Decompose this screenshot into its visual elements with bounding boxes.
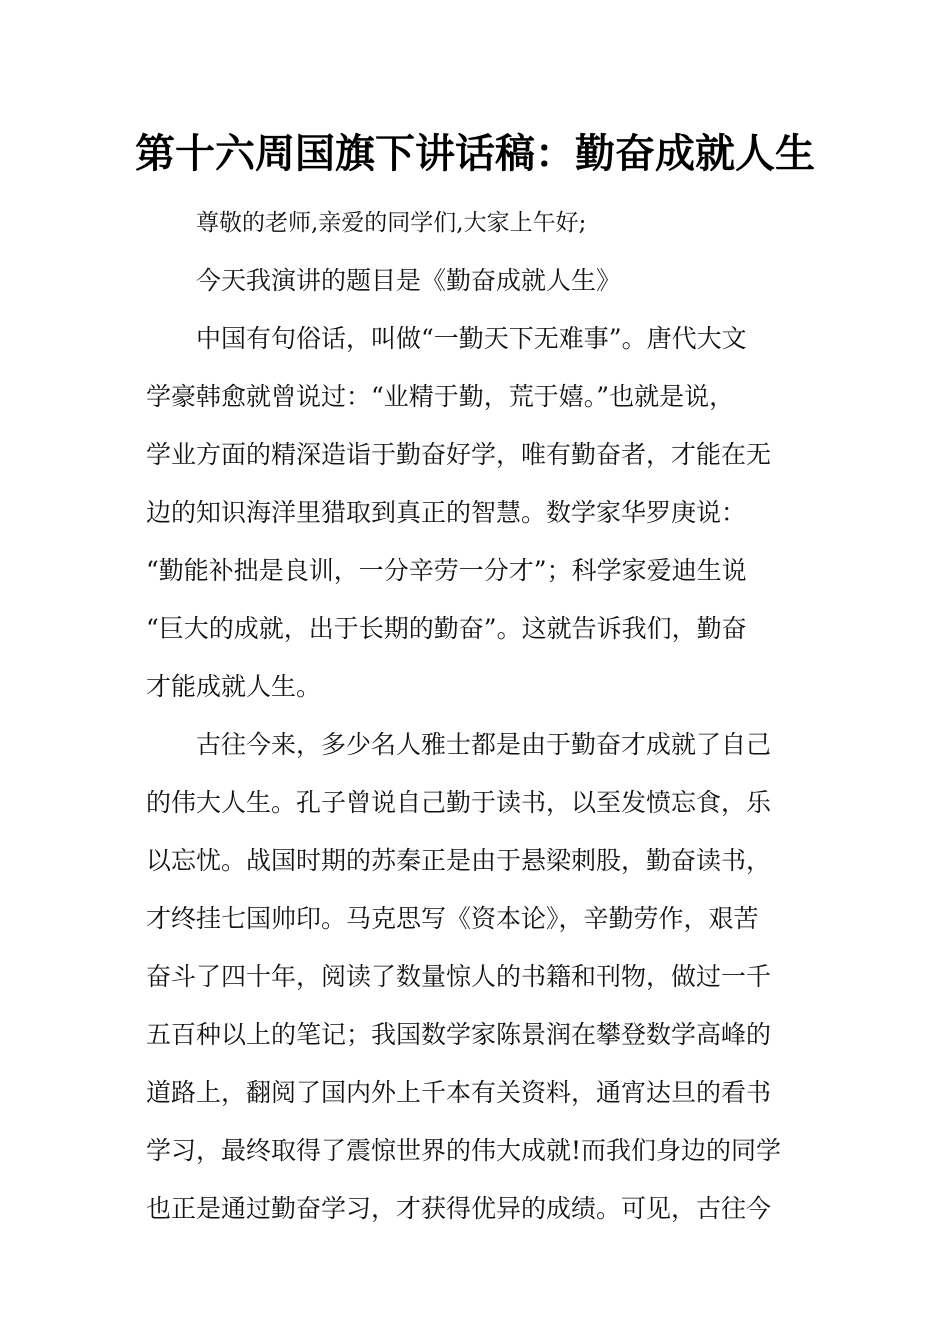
paragraph-line: “巨大的成就，出于长期的勤奋”。这就告诉我们，勤奋 xyxy=(146,614,747,643)
paragraph-line: 古往今来，多少名人雅士都是由于勤奋才成就了自己 xyxy=(196,730,772,759)
paragraph-line: 的伟大人生。孔子曾说自己勤于读书，以至发愤忘食，乐 xyxy=(146,788,772,817)
paragraph-line: 五百种以上的笔记；我国数学家陈景润在攀登数学高峰的 xyxy=(146,1020,772,1049)
paragraph-line: 学习，最终取得了震惊世界的伟大成就!而我们身边的同学 xyxy=(146,1136,782,1165)
paragraph-line: 学豪韩愈就曾说过：“业精于勤，荒于嬉。”也就是说， xyxy=(146,382,735,411)
paragraph-line: 边的知识海洋里猎取到真正的智慧。数学家华罗庚说： xyxy=(146,498,747,527)
paragraph-line: 才能成就人生。 xyxy=(146,672,322,701)
document-title: 第十六周国旗下讲话稿：勤奋成就人生 xyxy=(135,130,815,177)
paragraph-line: 以忘忧。战国时期的苏秦正是由于悬梁刺股，勤奋读书， xyxy=(146,846,772,875)
topic-line: 今天我演讲的题目是《勤奋成就人生》 xyxy=(196,266,622,295)
paragraph-line: 中国有句俗话，叫做“一勤天下无难事”。唐代大文 xyxy=(196,324,747,353)
greeting-line: 尊敬的老师,亲爱的同学们,大家上午好; xyxy=(196,210,587,236)
paragraph-line: 才终挂七国帅印。马克思写《资本论》，辛勤劳作，艰苦 xyxy=(146,904,759,933)
paragraph-line: 学业方面的精深造诣于勤奋好学，唯有勤奋者，才能在无 xyxy=(146,440,772,469)
paragraph-line: 道路上，翻阅了国内外上千本有关资料，通宵达旦的看书 xyxy=(146,1078,772,1107)
paragraph-line: “勤能补拙是良训，一分辛劳一分才”；科学家爱迪生说 xyxy=(146,556,747,585)
paragraph-line: 也正是通过勤奋学习，才获得优异的成绩。可见，古往今 xyxy=(146,1194,772,1223)
paragraph-line: 奋斗了四十年，阅读了数量惊人的书籍和刊物，做过一千 xyxy=(146,962,772,991)
